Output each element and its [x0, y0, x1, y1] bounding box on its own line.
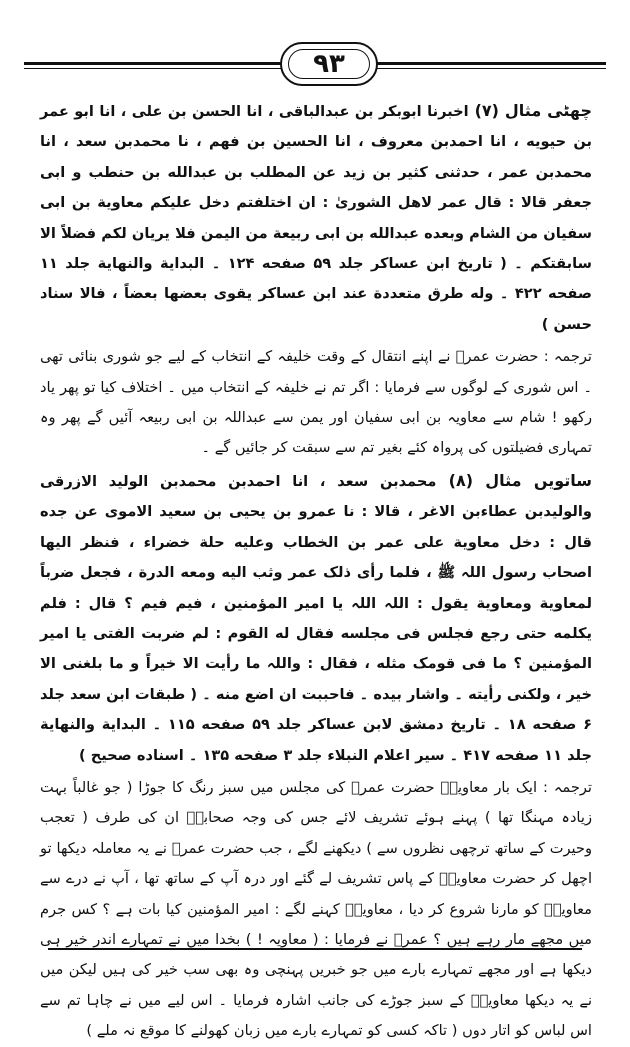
paragraph-example-7-translation: [40, 342, 592, 464]
page-header: [24, 40, 606, 86]
example-8-arabic-text: محمدبن سعد ، انا احمدبن محمدبن الولید الازرقی والولیدبن عطاءبن الاغر ، قالا : نا عمرو بن یحیی بن سعید الاموی عن جده قال : دخل معاویة علی عمر بن الخطاب وعلیه حلة خضراء ، فنظر الیها اصحاب رسول اللہ ﷺ ، فلما رأی ذلک عمر وثب الیه ومعه الدرة ، فجعل ضرباً لمعاویة ومعاویة یقول : اللہ اللہ یا امیر المؤمنین ، فیم فیم ؟ قال : فلم یکلمه حتی رجع فجلس فی مجلسه فقال له القوم : لم ضربت الفتی یا امیر المؤمنین ؟ ما فی قومک مثله ، فقال : واللہ ما رأیت الا خیراً و ما بلغنی الا خیر ، ولکنی رأیته ۔ واشار بیده ۔ فاحببت ان اضع منه ۔ ( طبقات ابن سعد جلد ۶ صفحه ۱۸ ۔ تاریخ دمشق لابن عساکر جلد ۵۹ صفحه ۱۱۵ ۔ البدایة والنهایة جلد ۱۱ صفحه ۴۱۷ ۔ سیر اعلام النبلاء جلد ۳ صفحه ۱۳۵ ۔ اسناده صحیح ): [40, 472, 592, 764]
page-number: ۹۳: [313, 49, 345, 79]
paragraph-example-8-translation: [40, 773, 592, 1047]
page-number-frame: [280, 42, 378, 86]
example-8-heading: ساتویں مثال (۸): [436, 470, 593, 490]
example-7-translation-text: ترجمہ : حضرت عمرؓ نے اپنے انتقال کے وقت خلیفہ کے انتخاب کے لیے جو شوری بنائی تھی ۔ اس شوری کے لوگوں سے فرمایا : اگر تم نے خلیفہ کے انتخاب میں ۔ اختلاف کیا تو پھر یاد رکھو ! شام سے معاویہ بن ابی سفیان اور یمن سے عبداللہ بن ابی ربیعہ آئیں گے پھر وہ تمہاری فضیلتوں کی پرواہ کئے بغیر تم سے سبقت کر جائیں گے ۔: [40, 348, 592, 457]
page-content: [40, 96, 593, 1040]
paragraph-example-7-arabic: [40, 96, 592, 340]
paragraph-example-8-arabic: [40, 466, 592, 771]
example-7-arabic-text: اخبرنا ابوبکر بن عبدالباقی ، انا الحسن بن علی ، انا ابو عمر بن حیویه ، انا احمدبن معروف ، انا الحسین بن فهم ، نا محمدبن سعد ، انا محمدبن عمر ، حدثنی کثیر بن زید عن المطلب بن عبدالله بن حنطب و ابی جعفر قالا : قال عمر لاهل الشوریٰ : ان اختلفتم دخل علیکم معاویة بن ابی سفیان من الشام وبعده عبدالله بن ابی ربیعة من الیمن فلا یریان لکم فضلاً الا سابقتکم ۔ ( تاریخ ابن عساکر جلد ۵۹ صفحه ۱۲۴ ۔ البدایة والنهایة جلد ۱۱ صفحه ۴۲۲ ۔ وله طرق متعددة عند ابن عساکر یقوی بعضها بعضاً ، فالا سناد حسن ): [40, 103, 592, 333]
example-8-translation-text: ترجمہ : ایک بار معاویہؓ حضرت عمرؓ کی مجلس میں سبز رنگ کا جوڑا ( جو غالباً بہت زیادہ مہنگا تھا ) پہنے ہوئے تشریف لائے جس کی وجہ صحابہؓ ان کی طرف ( تعجب وحیرت کے ساتھ ترچھی نظروں سے ) دیکھنے لگے ، جب حضرت عمرؓ نے یہ معاملہ دیکھا تو اچھل کر حضرت معاویہؓ کے پاس تشریف لے گئے اور درہ آپ کے ساتھ تھا ، آپ نے درے سے معاویہؓ کو مارنا شروع کر دیا ، معاویہؓ کہنے لگے : امیر المؤمنین کیا بات ہے ؟ کس جرم میں مجھے مار رہے ہیں ؟ عمرؓ نے فرمایا : ( معاویہ ! ) بخدا میں نے تمہارے اندر خیر ہی دیکھا ہے اور مجھے تمہارے بارے میں جو خبریں پہنچی وہ بھی سب خیر کی ہیں لیکن میں نے یہ دیکھا معاویہؓ کے سبز جوڑے کی جانب اشارہ فرمایا ۔ اس لیے میں نے چاہا تم سے اس لباس کو اتار دوں ( تاکہ کسی کو تمہارے بارے میں زبان کھولنے کا موقع نہ ملے ): [40, 778, 592, 1040]
footer-rule: [48, 948, 582, 950]
example-7-heading: چھٹی مثال (۷): [468, 101, 592, 120]
